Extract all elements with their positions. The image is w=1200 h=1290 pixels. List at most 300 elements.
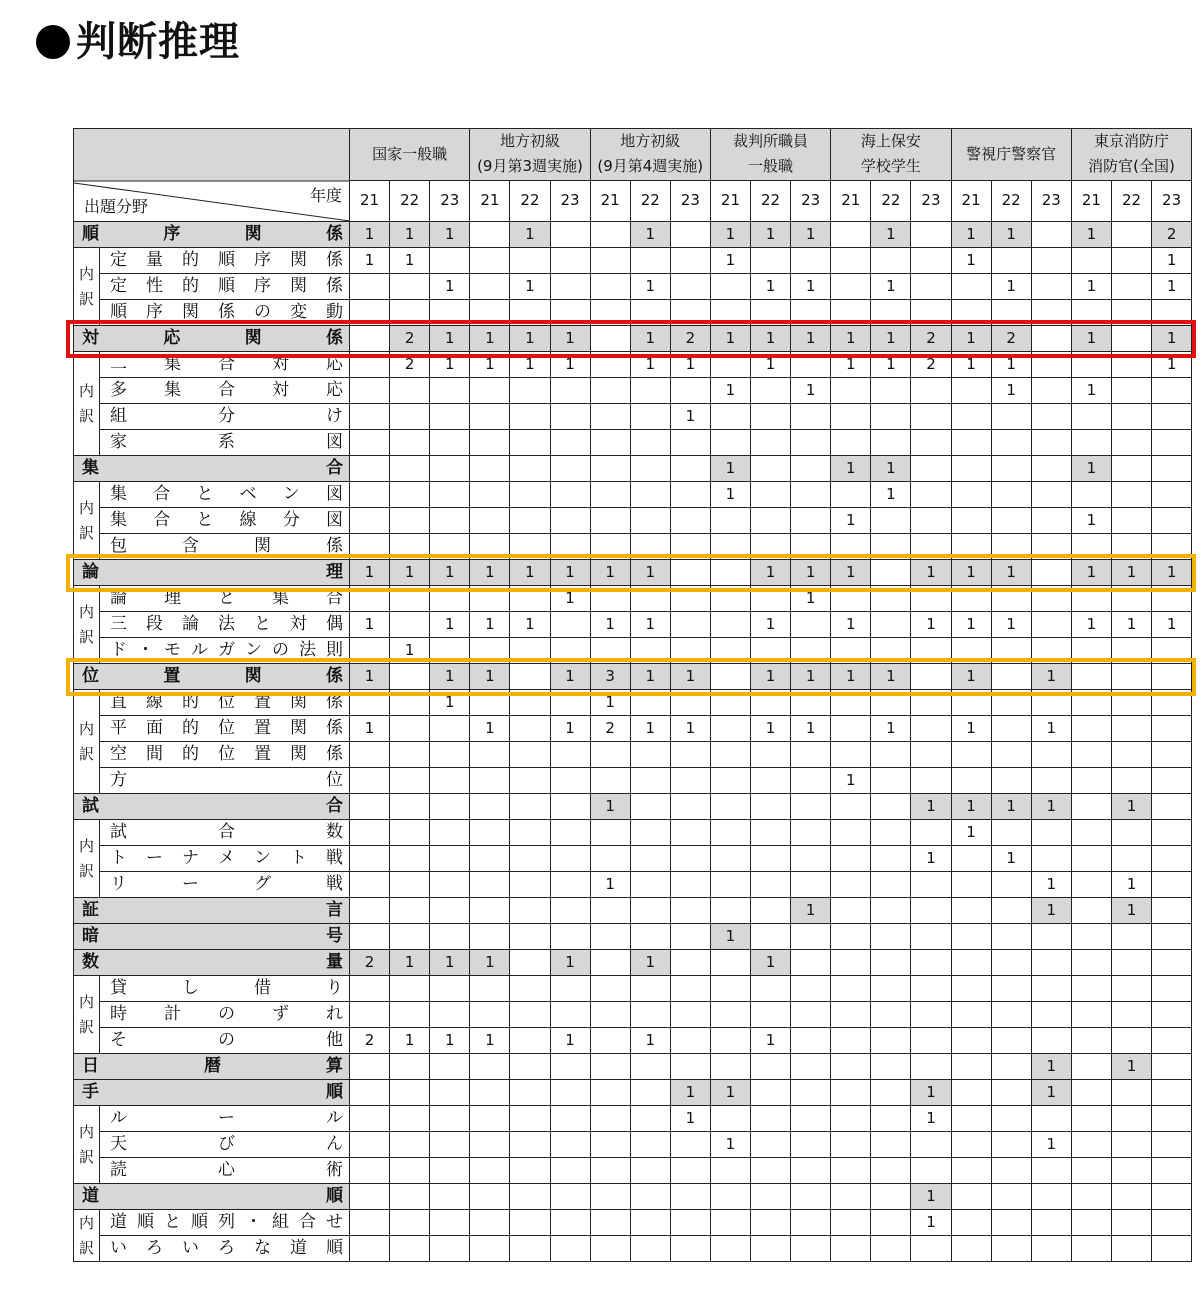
count-cell xyxy=(871,1158,911,1184)
count-cell xyxy=(630,508,670,534)
subcategory-label: 集 合 と ベ ン 図 xyxy=(100,482,350,508)
count-cell xyxy=(1031,508,1071,534)
count-cell: 1 xyxy=(430,612,470,638)
count-cell xyxy=(470,976,510,1002)
subcategory-label: 平 面 的 位 置 関 係 xyxy=(100,716,350,742)
count-cell xyxy=(871,976,911,1002)
count-cell xyxy=(751,508,791,534)
count-cell xyxy=(831,1210,871,1236)
count-cell xyxy=(510,1184,550,1210)
count-cell xyxy=(951,1106,991,1132)
count-cell xyxy=(430,1158,470,1184)
count-cell xyxy=(590,1028,630,1054)
count-cell xyxy=(1031,430,1071,456)
count-cell: 1 xyxy=(470,950,510,976)
count-cell xyxy=(751,482,791,508)
count-cell: 2 xyxy=(350,950,390,976)
count-cell xyxy=(390,482,430,508)
count-cell xyxy=(751,1158,791,1184)
count-cell xyxy=(951,1080,991,1106)
subcategory-label: 方 位 xyxy=(100,768,350,794)
count-cell xyxy=(390,768,430,794)
year-header: 22 xyxy=(390,180,430,221)
count-cell: 1 xyxy=(710,924,750,950)
count-cell xyxy=(871,924,911,950)
count-cell: 1 xyxy=(710,482,750,508)
count-cell xyxy=(871,872,911,898)
count-cell xyxy=(590,1236,630,1262)
count-cell xyxy=(871,1054,911,1080)
count-cell xyxy=(871,768,911,794)
count-cell: 1 xyxy=(871,326,911,352)
count-cell xyxy=(710,1236,750,1262)
count-cell: 1 xyxy=(550,326,590,352)
count-cell xyxy=(1152,742,1192,768)
count-cell xyxy=(871,846,911,872)
count-cell xyxy=(390,430,430,456)
count-cell xyxy=(991,1002,1031,1028)
count-cell: 1 xyxy=(1111,560,1151,586)
org-header: 国家一般職 xyxy=(350,129,470,181)
count-cell: 1 xyxy=(710,1080,750,1106)
count-cell: 1 xyxy=(350,248,390,274)
count-cell xyxy=(510,482,550,508)
count-cell xyxy=(630,1210,670,1236)
count-cell xyxy=(1152,898,1192,924)
count-cell xyxy=(590,1158,630,1184)
count-cell xyxy=(590,1184,630,1210)
count-cell xyxy=(510,1002,550,1028)
count-cell xyxy=(630,482,670,508)
count-cell xyxy=(470,222,510,248)
count-cell xyxy=(1152,404,1192,430)
count-cell xyxy=(550,1002,590,1028)
count-cell xyxy=(390,820,430,846)
count-cell xyxy=(831,248,871,274)
subcategory-row xyxy=(74,482,1192,508)
subcategory-row xyxy=(74,820,1192,846)
count-cell xyxy=(470,456,510,482)
count-cell: 1 xyxy=(350,612,390,638)
count-cell xyxy=(1071,924,1111,950)
count-cell xyxy=(510,742,550,768)
count-cell xyxy=(871,404,911,430)
count-cell xyxy=(791,1132,831,1158)
count-cell xyxy=(390,742,430,768)
count-cell: 1 xyxy=(710,248,750,274)
count-cell xyxy=(630,1184,670,1210)
count-cell xyxy=(630,404,670,430)
count-cell xyxy=(550,898,590,924)
count-cell xyxy=(390,1106,430,1132)
count-cell xyxy=(470,482,510,508)
count-cell xyxy=(871,1132,911,1158)
count-cell xyxy=(630,872,670,898)
count-cell xyxy=(871,1210,911,1236)
count-cell xyxy=(991,1054,1031,1080)
count-cell xyxy=(510,248,550,274)
count-cell xyxy=(590,430,630,456)
count-cell: 1 xyxy=(350,222,390,248)
count-cell xyxy=(1071,716,1111,742)
count-cell xyxy=(430,872,470,898)
count-cell xyxy=(951,1236,991,1262)
count-cell: 1 xyxy=(1152,612,1192,638)
count-cell xyxy=(951,742,991,768)
count-cell xyxy=(871,742,911,768)
count-cell: 1 xyxy=(871,482,911,508)
count-cell xyxy=(1152,378,1192,404)
count-cell xyxy=(991,742,1031,768)
count-cell xyxy=(550,742,590,768)
count-cell: 1 xyxy=(871,456,911,482)
count-cell xyxy=(991,716,1031,742)
year-header: 21 xyxy=(590,180,630,221)
count-cell xyxy=(871,950,911,976)
count-cell: 1 xyxy=(430,690,470,716)
count-cell xyxy=(430,794,470,820)
count-cell xyxy=(1152,508,1192,534)
table-corner xyxy=(74,129,350,222)
count-cell xyxy=(1152,1028,1192,1054)
count-cell xyxy=(1031,742,1071,768)
count-cell xyxy=(510,924,550,950)
count-cell xyxy=(951,1184,991,1210)
subcategory-label: そ の 他 xyxy=(100,1028,350,1054)
count-cell: 1 xyxy=(550,664,590,690)
count-cell xyxy=(951,768,991,794)
count-cell: 1 xyxy=(991,612,1031,638)
count-cell xyxy=(1071,1106,1111,1132)
count-cell xyxy=(1152,456,1192,482)
count-cell xyxy=(791,482,831,508)
year-header: 23 xyxy=(550,180,590,221)
count-cell xyxy=(791,404,831,430)
count-cell: 1 xyxy=(791,716,831,742)
subcategory-label: ル ー ル xyxy=(100,1106,350,1132)
nendo-label: 年度 xyxy=(309,186,342,205)
count-cell xyxy=(670,1054,710,1080)
count-cell xyxy=(1071,1158,1111,1184)
category-label: 位 置 関 係 xyxy=(74,664,350,690)
count-cell xyxy=(991,1080,1031,1106)
count-cell xyxy=(670,768,710,794)
count-cell xyxy=(710,1028,750,1054)
count-cell xyxy=(630,976,670,1002)
subcategory-label: 包 含 関 係 xyxy=(100,534,350,560)
count-cell xyxy=(1071,1132,1111,1158)
count-cell xyxy=(630,1054,670,1080)
count-cell: 1 xyxy=(470,664,510,690)
count-cell xyxy=(1031,846,1071,872)
count-cell: 1 xyxy=(670,716,710,742)
count-cell xyxy=(1111,248,1151,274)
count-cell xyxy=(590,222,630,248)
count-cell xyxy=(670,1028,710,1054)
org-header: 警視庁警察官 xyxy=(951,129,1071,181)
count-cell: 1 xyxy=(1031,898,1071,924)
count-cell xyxy=(430,820,470,846)
org-header: 裁判所職員 一般職 xyxy=(710,129,830,181)
count-cell xyxy=(670,898,710,924)
count-cell xyxy=(670,248,710,274)
count-cell xyxy=(670,1158,710,1184)
count-cell xyxy=(430,378,470,404)
count-cell xyxy=(1111,742,1151,768)
category-label: 試 合 xyxy=(74,794,350,820)
count-cell xyxy=(670,1132,710,1158)
count-cell xyxy=(831,404,871,430)
count-cell xyxy=(751,456,791,482)
count-cell xyxy=(470,898,510,924)
count-cell xyxy=(470,1158,510,1184)
count-cell xyxy=(710,846,750,872)
count-cell xyxy=(430,1210,470,1236)
count-cell xyxy=(710,1158,750,1184)
count-cell xyxy=(951,898,991,924)
subcategory-row xyxy=(74,742,1192,768)
count-cell xyxy=(670,482,710,508)
count-cell xyxy=(390,1236,430,1262)
count-cell xyxy=(630,742,670,768)
count-cell: 1 xyxy=(911,1184,951,1210)
count-cell xyxy=(791,846,831,872)
count-cell xyxy=(791,820,831,846)
year-header: 21 xyxy=(831,180,871,221)
count-cell: 2 xyxy=(991,326,1031,352)
count-cell xyxy=(1071,430,1111,456)
category-label: 論 理 xyxy=(74,560,350,586)
count-cell xyxy=(390,612,430,638)
count-cell xyxy=(670,378,710,404)
count-cell xyxy=(791,1210,831,1236)
count-cell xyxy=(470,1002,510,1028)
count-cell xyxy=(1111,716,1151,742)
subcategory-row xyxy=(74,430,1192,456)
category-row xyxy=(74,456,1192,482)
category-row xyxy=(74,950,1192,976)
count-cell xyxy=(390,404,430,430)
uchiwake-label: 内 訳 xyxy=(74,820,100,898)
count-cell xyxy=(670,976,710,1002)
count-cell: 1 xyxy=(1111,612,1151,638)
count-cell: 1 xyxy=(550,560,590,586)
count-cell xyxy=(590,1054,630,1080)
count-cell xyxy=(350,1210,390,1236)
count-cell xyxy=(430,248,470,274)
count-cell xyxy=(470,1184,510,1210)
count-cell: 1 xyxy=(951,820,991,846)
count-cell xyxy=(991,404,1031,430)
count-cell xyxy=(871,430,911,456)
count-cell xyxy=(911,716,951,742)
count-cell: 1 xyxy=(791,222,831,248)
page-title-text: 判断推理 xyxy=(76,19,240,65)
subcategory-label: 空 間 的 位 置 関 係 xyxy=(100,742,350,768)
count-cell xyxy=(670,274,710,300)
count-cell: 1 xyxy=(350,664,390,690)
count-cell: 1 xyxy=(550,716,590,742)
year-header: 22 xyxy=(510,180,550,221)
count-cell xyxy=(1111,1236,1151,1262)
count-cell: 1 xyxy=(1031,716,1071,742)
category-label: 手 順 xyxy=(74,1080,350,1106)
category-row xyxy=(74,222,1192,248)
count-cell: 1 xyxy=(911,1080,951,1106)
count-cell xyxy=(951,1158,991,1184)
count-cell xyxy=(991,456,1031,482)
count-cell xyxy=(550,1158,590,1184)
count-cell xyxy=(831,898,871,924)
count-cell xyxy=(831,1132,871,1158)
count-cell xyxy=(911,1054,951,1080)
count-cell: 1 xyxy=(590,612,630,638)
count-cell xyxy=(1111,1184,1151,1210)
count-cell xyxy=(430,976,470,1002)
count-cell: 1 xyxy=(430,222,470,248)
subcategory-row xyxy=(74,768,1192,794)
count-cell xyxy=(550,482,590,508)
count-cell xyxy=(1071,1054,1111,1080)
count-cell xyxy=(831,1002,871,1028)
category-row xyxy=(74,1054,1192,1080)
year-header: 22 xyxy=(630,180,670,221)
year-header: 22 xyxy=(751,180,791,221)
count-cell: 1 xyxy=(590,560,630,586)
subcategory-label: 多 集 合 対 応 xyxy=(100,378,350,404)
count-cell xyxy=(751,846,791,872)
count-cell: 1 xyxy=(951,612,991,638)
count-cell: 1 xyxy=(831,560,871,586)
count-cell: 1 xyxy=(430,560,470,586)
count-cell: 1 xyxy=(911,794,951,820)
count-cell xyxy=(831,794,871,820)
count-cell xyxy=(630,1158,670,1184)
count-cell xyxy=(1031,1236,1071,1262)
count-cell: 1 xyxy=(951,248,991,274)
count-cell xyxy=(831,378,871,404)
count-cell xyxy=(1031,404,1071,430)
count-cell: 1 xyxy=(951,560,991,586)
count-cell xyxy=(911,248,951,274)
year-header: 22 xyxy=(991,180,1031,221)
count-cell xyxy=(791,1080,831,1106)
count-cell xyxy=(1031,924,1071,950)
org-header: 海上保安 学校学生 xyxy=(831,129,951,181)
count-cell xyxy=(670,1002,710,1028)
count-cell xyxy=(951,274,991,300)
count-cell: 1 xyxy=(831,456,871,482)
count-cell: 1 xyxy=(791,664,831,690)
count-cell xyxy=(791,430,831,456)
count-cell xyxy=(831,1054,871,1080)
count-cell xyxy=(951,482,991,508)
count-cell xyxy=(710,1184,750,1210)
count-cell xyxy=(470,508,510,534)
count-cell xyxy=(1152,1236,1192,1262)
count-cell xyxy=(831,482,871,508)
count-cell xyxy=(350,1132,390,1158)
count-cell: 1 xyxy=(430,326,470,352)
subcategory-label: い ろ い ろ な 道 順 xyxy=(100,1236,350,1262)
subcategory-row xyxy=(74,872,1192,898)
count-cell xyxy=(871,612,911,638)
count-cell xyxy=(510,430,550,456)
count-cell xyxy=(550,846,590,872)
count-cell: 1 xyxy=(550,950,590,976)
year-header: 23 xyxy=(670,180,710,221)
count-cell xyxy=(1111,768,1151,794)
category-label: 順 序 関 係 xyxy=(74,222,350,248)
subcategory-row xyxy=(74,274,1192,300)
count-cell: 3 xyxy=(590,664,630,690)
count-cell: 1 xyxy=(590,794,630,820)
count-cell xyxy=(1152,872,1192,898)
count-cell xyxy=(350,482,390,508)
count-cell xyxy=(350,404,390,430)
count-cell xyxy=(470,430,510,456)
count-cell xyxy=(751,1210,791,1236)
count-cell xyxy=(710,976,750,1002)
count-cell xyxy=(831,1158,871,1184)
count-cell xyxy=(470,1054,510,1080)
count-cell: 1 xyxy=(590,872,630,898)
count-cell xyxy=(670,872,710,898)
count-cell xyxy=(991,1158,1031,1184)
count-cell xyxy=(1071,1210,1111,1236)
year-header: 22 xyxy=(1111,180,1151,221)
count-cell: 1 xyxy=(871,664,911,690)
count-cell: 1 xyxy=(791,378,831,404)
count-cell xyxy=(630,924,670,950)
count-cell xyxy=(590,482,630,508)
count-cell xyxy=(390,274,430,300)
count-cell: 1 xyxy=(390,638,430,664)
count-cell xyxy=(1111,1210,1151,1236)
count-cell xyxy=(871,1080,911,1106)
count-cell xyxy=(871,820,911,846)
count-cell xyxy=(470,1210,510,1236)
count-cell xyxy=(670,430,710,456)
count-cell xyxy=(390,872,430,898)
count-cell xyxy=(991,872,1031,898)
subcategory-label: 天 び ん xyxy=(100,1132,350,1158)
count-cell xyxy=(630,846,670,872)
count-cell xyxy=(430,1080,470,1106)
count-cell xyxy=(430,508,470,534)
count-cell xyxy=(710,508,750,534)
subcategory-row xyxy=(74,1236,1192,1262)
count-cell xyxy=(350,1236,390,1262)
count-cell xyxy=(831,820,871,846)
count-cell: 1 xyxy=(350,560,390,586)
count-cell xyxy=(630,898,670,924)
count-cell xyxy=(911,924,951,950)
count-cell xyxy=(911,1132,951,1158)
count-cell xyxy=(470,1106,510,1132)
count-cell: 1 xyxy=(1152,352,1192,378)
uchiwake-label: 内 訳 xyxy=(74,690,100,794)
count-cell xyxy=(1031,378,1071,404)
count-cell: 1 xyxy=(911,560,951,586)
org-header: 東京消防庁 消防官(全国) xyxy=(1071,129,1191,181)
count-cell xyxy=(871,1236,911,1262)
count-cell: 1 xyxy=(1152,248,1192,274)
count-cell: 1 xyxy=(911,1210,951,1236)
count-cell xyxy=(670,742,710,768)
count-cell xyxy=(791,508,831,534)
subcategory-row xyxy=(74,716,1192,742)
